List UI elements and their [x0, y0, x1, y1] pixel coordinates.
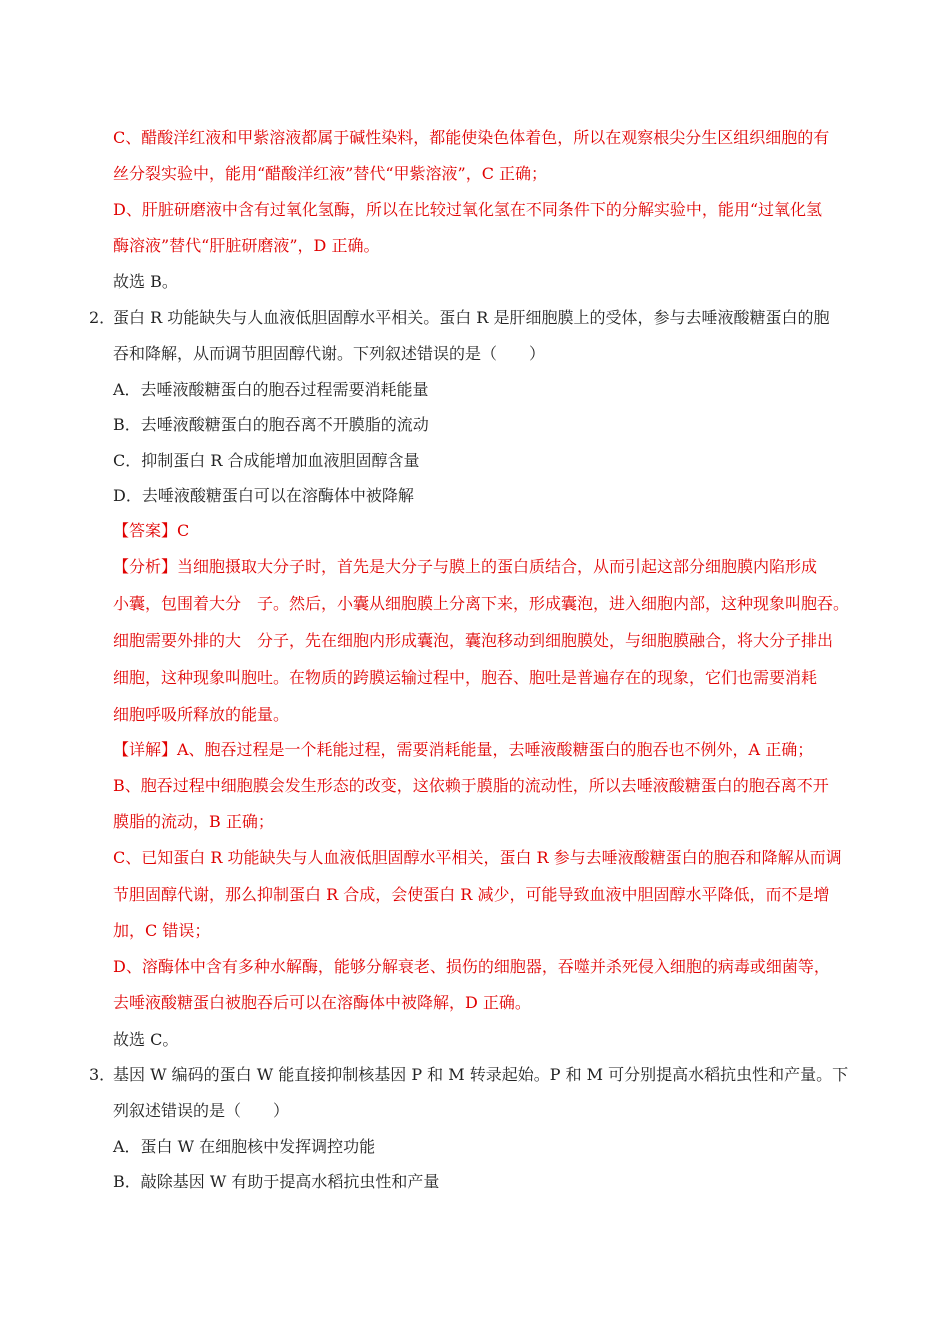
q1-explanation-line: 丝分裂实验中，能用“醋酸洋红液”替代“甲紫溶液”，C 正确； [113, 164, 548, 183]
q2-option-b: B．去唾液酸糖蛋白的胞吞离不开膜脂的流动 [113, 415, 429, 434]
q2-conclusion: 故选 C。 [113, 1030, 179, 1049]
q2-detail-line: D、溶酶体中含有多种水解酶，能够分解衰老、损伤的细胞器，吞噬并杀死侵入细胞的病毒或细菌等， [113, 957, 830, 976]
q1-explanation-line: C、醋酸洋红液和甲紫溶液都属于碱性染料，都能使染色体着色，所以在观察根尖分生区组织细胞的有 [113, 128, 830, 147]
q1-explanation-line: 酶溶液”替代“肝脏研磨液”，D 正确。 [113, 236, 380, 255]
q2-option-c: C．抑制蛋白 R 合成能增加血液胆固醇含量 [113, 451, 420, 470]
q2-option-d: D．去唾液酸糖蛋白可以在溶酶体中被降解 [113, 486, 414, 505]
q2-analysis-line: 小囊，包围着大分 子。然后，小囊从细胞膜上分离下来，形成囊泡，进入细胞内部，这种现象叫胞吞。 [113, 594, 850, 613]
q1-explanation-line: D、肝脏研磨液中含有过氧化氢酶，所以在比较过氧化氢在不同条件下的分解实验中，能用“过氧化氢 [113, 200, 823, 219]
q2-answer: 【答案】C [113, 521, 190, 540]
q1-conclusion: 故选 B。 [113, 272, 178, 291]
q3-stem-line: 基因 W 编码的蛋白 W 能直接抑制核基因 P 和 M 转录起始。P 和 M 可分别提高水稻抗虫性和产量。下 [113, 1065, 849, 1084]
q2-number: 2． [89, 308, 116, 327]
q2-detail-line: B、胞吞过程中细胞膜会发生形态的改变，这依赖于膜脂的流动性，所以去唾液酸糖蛋白的胞吞离不开 [113, 776, 829, 795]
q2-detail-line: 加，C 错误； [113, 921, 211, 940]
q3-stem-line: 列叙述错误的是（ ） [113, 1101, 290, 1120]
q2-detail-line: 去唾液酸糖蛋白被胞吞后可以在溶酶体中被降解，D 正确。 [113, 993, 531, 1012]
q2-option-a: A．去唾液酸糖蛋白的胞吞过程需要消耗能量 [113, 380, 429, 399]
q2-stem-line: 蛋白 R 功能缺失与人血液低胆固醇水平相关。蛋白 R 是肝细胞膜上的受体，参与去唾液酸糖蛋白的胞 [113, 308, 830, 327]
q2-analysis-line: 细胞，这种现象叫胞吐。在物质的跨膜运输过程中，胞吞、胞吐是普遍存在的现象，它们也需要消耗 [113, 668, 818, 687]
q2-detail-line: 膜脂的流动，B 正确； [113, 812, 274, 831]
q2-stem-line: 吞和降解，从而调节胆固醇代谢。下列叙述错误的是（ ） [113, 344, 546, 363]
q2-analysis-line: 细胞需要外排的大 分子，先在细胞内形成囊泡，囊泡移动到细胞膜处，与细胞膜融合，将大分子排出 [113, 631, 834, 650]
q2-analysis-line: 【分析】当细胞摄取大分子时，首先是大分子与膜上的蛋白质结合，从而引起这部分细胞膜内陷形成 [113, 557, 818, 576]
q3-option-a: A．蛋白 W 在细胞核中发挥调控功能 [113, 1137, 376, 1156]
q3-option-b: B．敲除基因 W 有助于提高水稻抗虫性和产量 [113, 1172, 440, 1191]
q2-detail-line: C、已知蛋白 R 功能缺失与人血液低胆固醇水平相关，蛋白 R 参与去唾液酸糖蛋白的胞吞和降解从而调 [113, 848, 842, 867]
q2-analysis-line: 细胞呼吸所释放的能量。 [113, 705, 290, 724]
q2-detail-line: 节胆固醇代谢，那么抑制蛋白 R 合成，会使蛋白 R 减少，可能导致血液中胆固醇水平降低，而不是增 [113, 885, 830, 904]
q3-number: 3． [89, 1065, 116, 1084]
q2-detail-line: 【详解】A、胞吞过程是一个耗能过程，需要消耗能量，去唾液酸糖蛋白的胞吞也不例外，A 正确； [113, 740, 814, 759]
